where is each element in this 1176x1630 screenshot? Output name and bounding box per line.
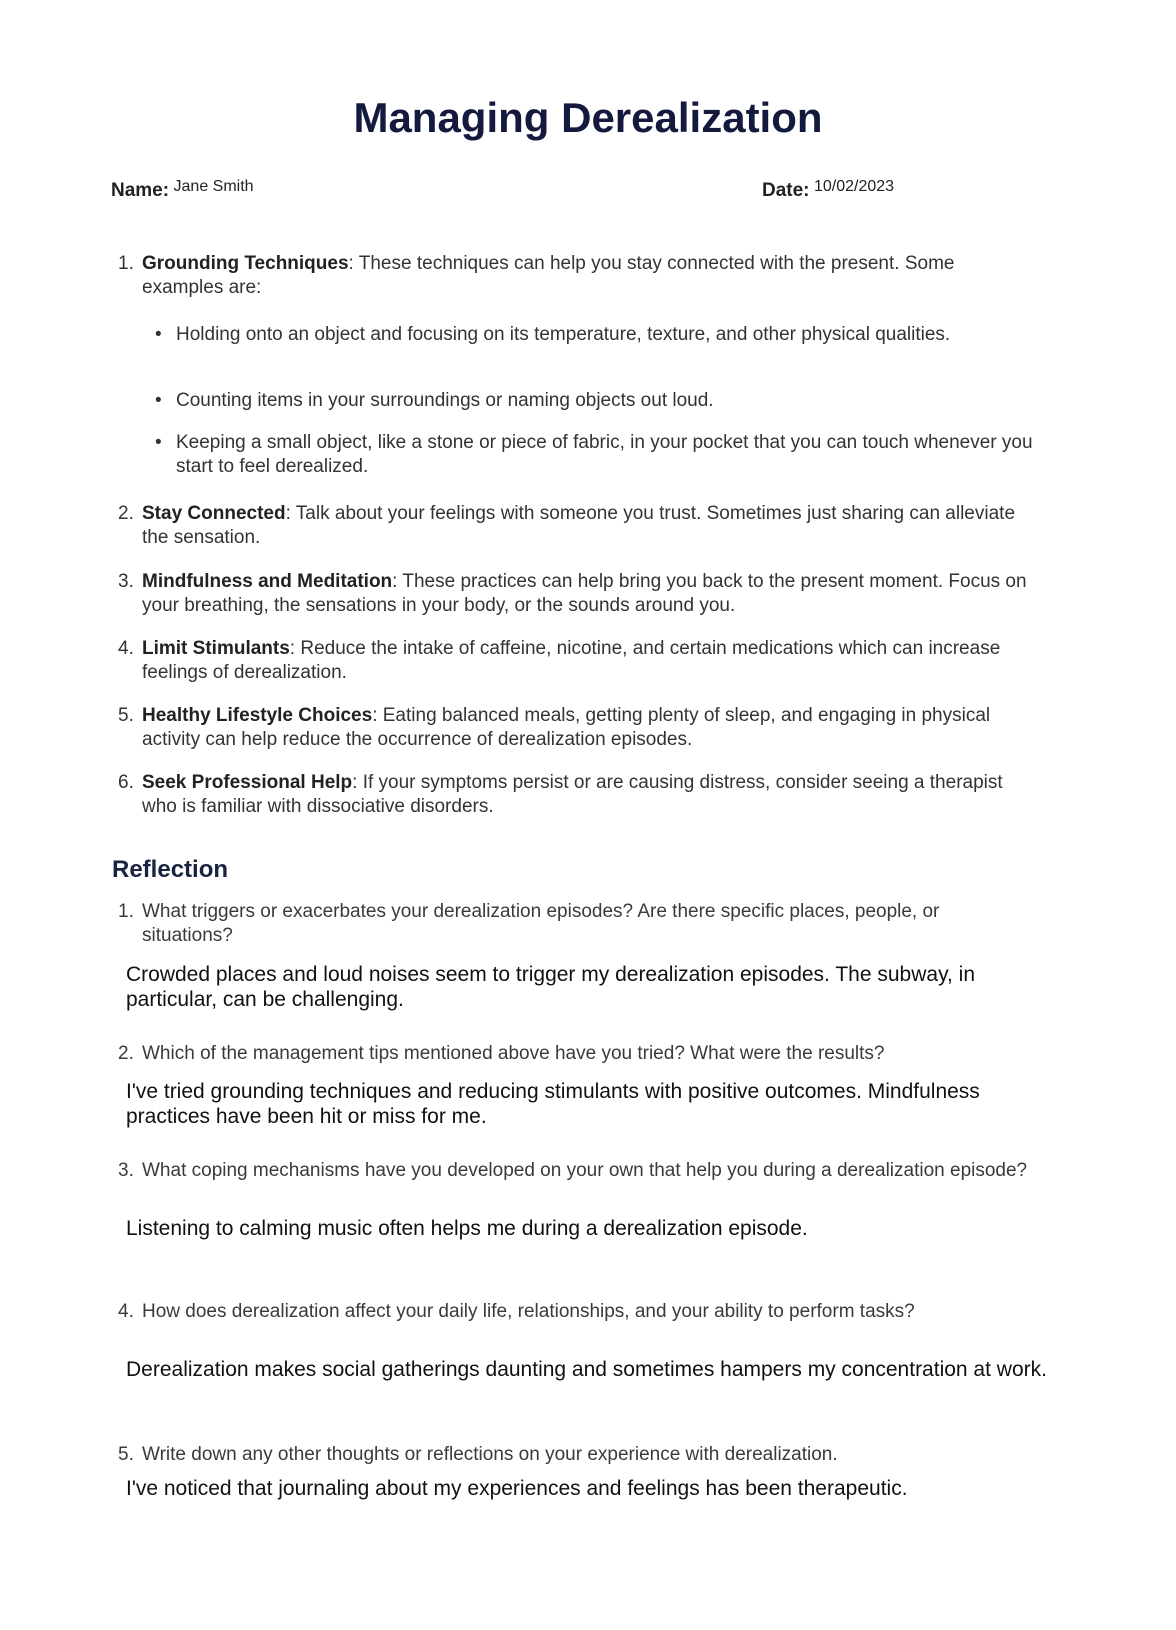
question-text: Which of the management tips mentioned above have you tried? What were the results?: [142, 1043, 885, 1064]
name-label: Name:: [111, 180, 170, 201]
tip-number: 2.: [118, 503, 134, 524]
question-text: What triggers or exacerbates your derealization episodes? Are there specific places, people, or situations?: [142, 901, 940, 946]
name-value: Jane Smith: [173, 178, 254, 195]
bullet-text: Keeping a small object, like a stone or piece of fabric, in your pocket that you can touch whenever you start to feel derealized.: [176, 432, 1033, 477]
reflection-answer: Crowded places and loud noises seem to trigger my derealization episodes. The subway, in particular, can be challenging.: [126, 963, 976, 1011]
reflection-question: [118, 1042, 1028, 1066]
tip-number: 6.: [118, 772, 134, 793]
tip-item: [118, 570, 1028, 618]
date-label: Date:: [762, 180, 810, 201]
reflection-question: [118, 1300, 1028, 1324]
reflection-answer: I've tried grounding techniques and reducing stimulants with positive outcomes. Mindfulness practices have been hit or miss for me.: [126, 1080, 980, 1128]
tip-item: [118, 502, 1028, 550]
tip-number: 4.: [118, 638, 134, 659]
bullet-text: Counting items in your surroundings or naming objects out loud.: [176, 390, 714, 411]
tip-title: Stay Connected: [142, 503, 286, 524]
tip-item: [118, 771, 1028, 819]
reflection-question: [118, 900, 1028, 948]
reflection-question: [118, 1443, 1028, 1467]
tip-item: [118, 704, 1028, 752]
reflection-answer: Derealization makes social gatherings daunting and sometimes hampers my concentration at work.: [126, 1358, 1047, 1381]
bullet-item: [155, 389, 1055, 413]
tip-text: : Reduce the intake of caffeine, nicotine, and certain medications which can increase feelings of derealization.: [142, 638, 1001, 683]
tip-number: 1.: [118, 253, 134, 274]
tip-title: Healthy Lifestyle Choices: [142, 705, 373, 726]
tip-text: : Eating balanced meals, getting plenty of sleep, and engaging in physical activity can help reduce the occurrence of derealization episodes.: [142, 705, 991, 750]
bullet-icon: •: [155, 324, 162, 345]
tip-text: : These practices can help bring you back to the present moment. Focus on your breathing, the sensations in your body, or the sounds around you.: [142, 571, 1027, 616]
tip-item: [118, 637, 1028, 685]
tip-number: 3.: [118, 571, 134, 592]
tip-title: Seek Professional Help: [142, 772, 353, 793]
bullet-text: Holding onto an object and focusing on its temperature, texture, and other physical qualities.: [176, 324, 951, 345]
question-text: What coping mechanisms have you developed on your own that help you during a derealization episode?: [142, 1160, 1028, 1181]
date-value: 10/02/2023: [813, 178, 895, 195]
bullet-icon: •: [155, 390, 162, 411]
question-number: 2.: [118, 1043, 134, 1064]
question-number: 1.: [118, 901, 134, 922]
name-field: [111, 180, 254, 202]
reflection-answer: Listening to calming music often helps me during a derealization episode.: [126, 1217, 808, 1240]
bullet-item: [155, 323, 1055, 347]
tip-item: [118, 252, 1028, 300]
date-field: [762, 180, 894, 202]
tip-title: Limit Stimulants: [142, 638, 290, 659]
question-number: 3.: [118, 1160, 134, 1181]
question-number: 4.: [118, 1301, 134, 1322]
question-text: Write down any other thoughts or reflections on your experience with derealization.: [142, 1444, 838, 1465]
tip-text: : If your symptoms persist or are causing distress, consider seeing a therapist who is familiar with dissociative disorders.: [142, 772, 1003, 817]
question-text: How does derealization affect your daily life, relationships, and your ability to perform tasks?: [142, 1301, 915, 1322]
question-number: 5.: [118, 1444, 134, 1465]
reflection-question: [118, 1159, 1028, 1183]
tip-title: Mindfulness and Meditation: [142, 571, 393, 592]
reflection-answer: I've noticed that journaling about my experiences and feelings has been therapeutic.: [126, 1477, 908, 1500]
tip-text: : Talk about your feelings with someone you trust. Sometimes just sharing can alleviate the sensation.: [142, 503, 1016, 548]
reflection-heading: Reflection: [112, 856, 229, 883]
page-title: Managing Derealization: [353, 94, 823, 141]
tip-text: : These techniques can help you stay connected with the present. Some examples are:: [142, 253, 955, 298]
bullet-item: [155, 431, 1055, 479]
bullet-icon: •: [155, 432, 162, 453]
tip-number: 5.: [118, 705, 134, 726]
tip-title: Grounding Techniques: [142, 253, 349, 274]
